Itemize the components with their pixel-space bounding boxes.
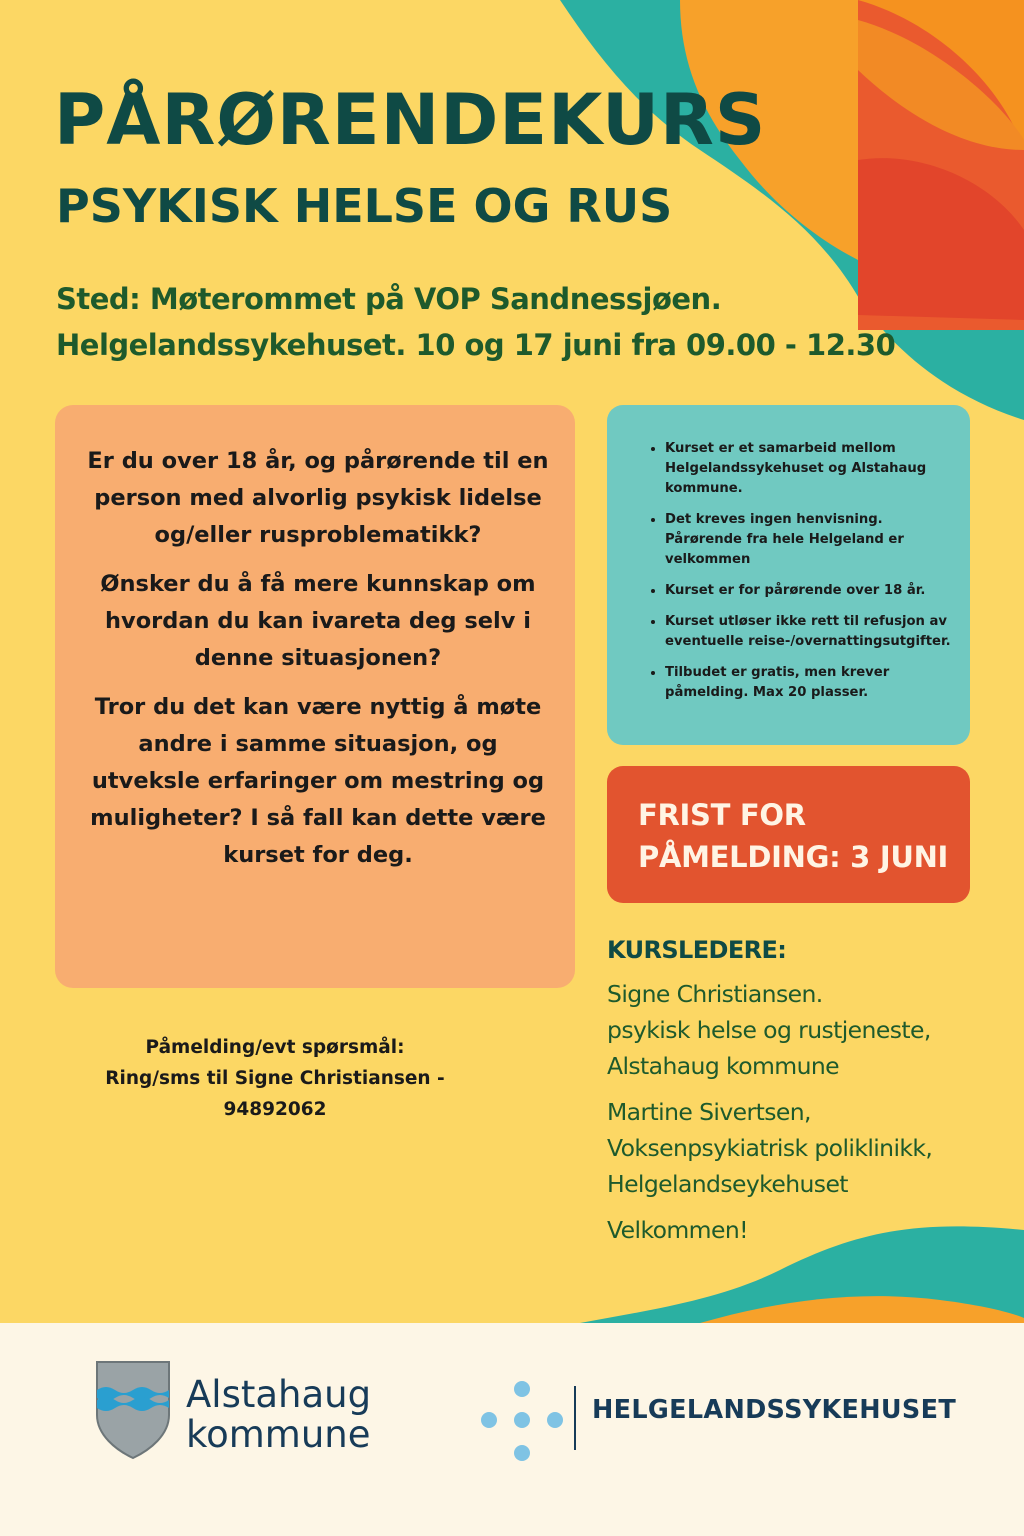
info-bullet: • Kurset utløser ikke rett til refusjon av eventuelle reise-/overnattingsutgifter. [665, 612, 955, 652]
info-list [665, 439, 955, 714]
deadline-line-2: PÅMELDING: 3 JUNI [638, 840, 949, 874]
contact-line-1: Påmelding/evt spørsmål: [145, 1037, 405, 1058]
page-subtitle: PSYKISK HELSE OG RUS [56, 179, 673, 233]
shield-icon [95, 1360, 171, 1460]
course-leaders [607, 932, 1007, 1248]
contact-line-2: Ring/sms til Signe Christiansen - [105, 1068, 445, 1089]
place-line-1: Sted: Møterommet på VOP Sandnessjøen. [56, 282, 722, 316]
leader-1-org: Alstahaug kommune [607, 1052, 840, 1080]
info-bullet: • Kurset er et samarbeid mellom Helgelandssykehuset og Alstahaug kommune. [665, 439, 955, 499]
page-title: PÅRØRENDEKURS [54, 79, 767, 161]
alstahaug-line-2: kommune [186, 1413, 371, 1456]
alstahaug-logo-text [186, 1375, 371, 1455]
welcome-text: Velkommen! [607, 1216, 748, 1244]
info-bullet: • Det kreves ingen henvisning. Pårørende fra hele Helgeland er velkommen [665, 510, 955, 570]
question-2: Ønsker du å få mere kunnskap om hvordan du kan ivareta deg selv i denne situasjonen? [100, 571, 536, 671]
question-3: Tror du det kan være nyttig å møte andre i samme situasjon, og utveksle erfaringer om mestring og muligheter? I så fall kan dette være kurset for deg. [90, 694, 546, 868]
leader-2-role: Voksenpsykiatrisk poliklinikk, [607, 1134, 933, 1162]
location-and-time [56, 276, 895, 368]
leader-1-name: Signe Christiansen. [607, 980, 823, 1008]
leader-1 [607, 976, 1007, 1084]
registration-deadline [607, 766, 970, 903]
questions-box [55, 405, 575, 988]
leaders-heading: KURSLEDERE: [607, 936, 787, 964]
contact-info [60, 1032, 490, 1125]
logo-divider [574, 1386, 576, 1450]
helgelandssykehuset-logo-text: HELGELANDSSYKEHUSET [592, 1395, 957, 1425]
leader-1-role: psykisk helse og rustjeneste, [607, 1016, 931, 1044]
info-bullet: • Tilbudet er gratis, men krever påmelding. Max 20 plasser. [665, 663, 955, 703]
footer-logos [0, 1323, 1024, 1536]
info-bullet: • Kurset er for pårørende over 18 år. [665, 581, 955, 601]
info-box [607, 405, 970, 745]
questions-text [83, 443, 553, 886]
deadline-line-1: FRIST FOR [638, 798, 806, 832]
question-1: Er du over 18 år, og pårørende til en person med alvorlig psykisk lidelse og/eller rusproblematikk? [87, 448, 549, 548]
dots-cross-icon [480, 1380, 564, 1464]
alstahaug-line-1: Alstahaug [186, 1373, 372, 1416]
leader-2-name: Martine Sivertsen, [607, 1098, 811, 1126]
place-line-2: Helgelandssykehuset. 10 og 17 juni fra 09.00 - 12.30 [56, 328, 896, 362]
leader-2 [607, 1094, 1007, 1202]
leader-2-org: Helgelandseykehuset [607, 1170, 848, 1198]
contact-phone: 94892062 [223, 1099, 327, 1120]
